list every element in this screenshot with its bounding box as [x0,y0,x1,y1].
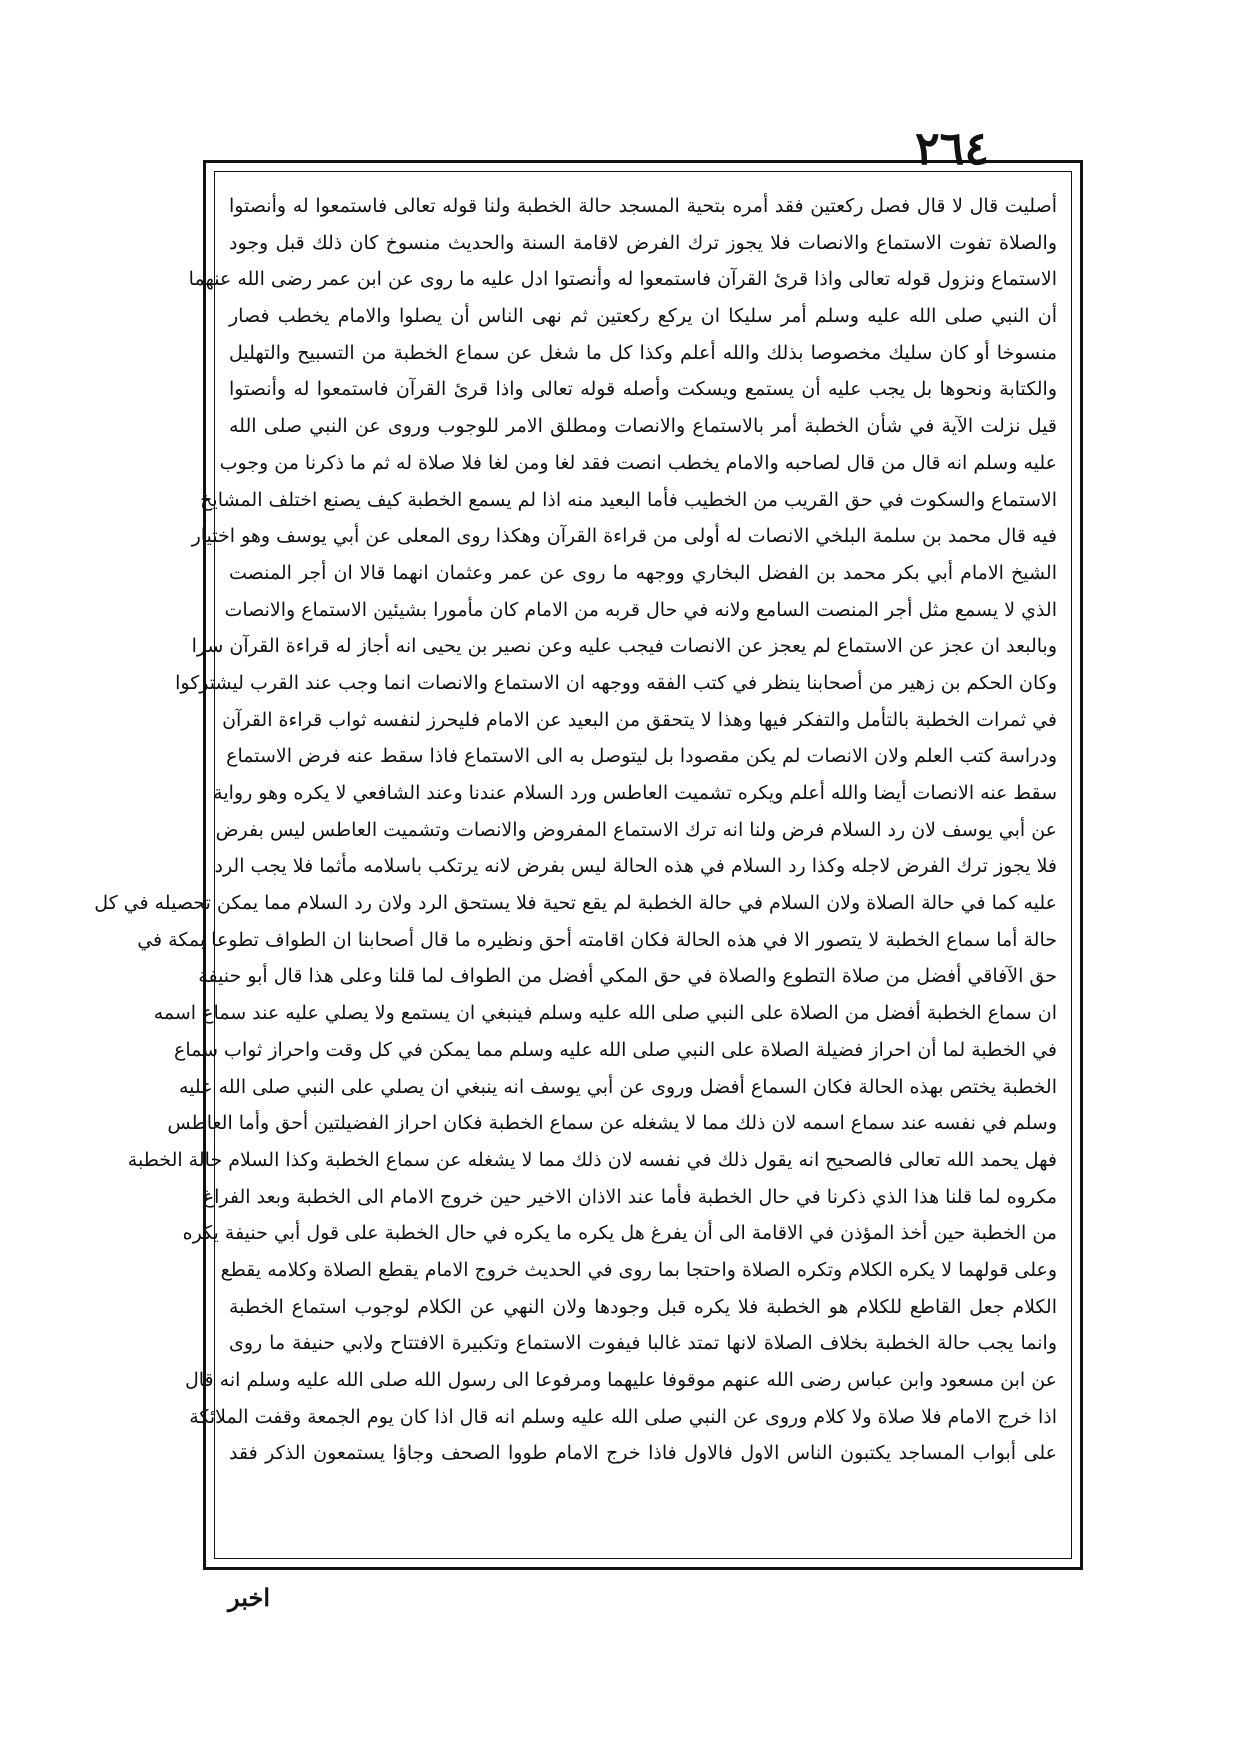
text-line: عن أبي يوسف لان رد السلام فرض ولنا انه ترك الاستماع المفروض والانصات وتشميت العاطس ليس بفرض [215,818,1057,841]
text-line: عليه كما في حالة الصلاة ولان السلام في حالة الخطبة لم يقع تحية فلا يستحق الرد ولان رد السلام مما يمكن تحصيله في كل [94,892,1057,915]
catchword: اخبر [228,1583,270,1612]
text-line: وبالبعد ان عجز عن الاستماع لم يعجز عن الانصات فيجب عليه وعن نصير بن يحيى انه أجاز له قراءة القرآن سرا [191,635,1057,658]
text-line: حالة أما سماع الخطبة لا يتصور الا في هذه الحالة فكان اقامته أحق ونظيره ما قال أصحابنا ان الطواف تطوعا بمكة في [137,928,1057,951]
page-frame-inner [94,171,1072,1559]
text-line: الاستماع ونزول قوله تعالى واذا قرئ القرآن فاستمعوا له وأنصتوا ادل عليه ما روى عن ابن عمر رضى الله عنهما [188,268,1057,291]
text-line: حق الآفاقي أفضل من صلاة التطوع والصلاة في حق المكي أفضل من الطواف لما قلنا وعلى هذا قال أبو حنيفة [198,965,1057,988]
text-line: على أبواب المساجد يكتبون الناس الاول فالاول فاذا خرج الامام طووا الصحف وجاؤا يستمعون الذكر فقد [229,1442,1057,1465]
text-line: اذا خرج الامام فلا صلاة ولا كلام وروى عن النبي صلى الله عليه وسلم انه قال اذا كان يوم الجمعة وقفت الملائكة [189,1405,1057,1428]
text-line: الكلام جعل القاطع للكلام هو الخطبة فلا يكره قبل وجودها ولان النهي عن الكلام لوجوب استماع الخطبة [229,1295,1057,1318]
text-line: وسلم في نفسه عند سماع اسمه لان ذلك مما لا يشغله عن سماع الخطبة فكان احراز الفضيلتين أحق وأما العاطس [167,1112,1057,1135]
text-line: وكان الحكم بن زهير من أصحابنا ينظر في كتب الفقه ووجهه ان الاستماع والانصات انما وجب عند القرب ليشتركوا [175,671,1057,694]
text-line: عن ابن مسعود وابن عباس رضى الله عنهم موقوفا عليهما ومرفوعا الى رسول الله صلى الله عليه وسلم انه قال [184,1369,1057,1391]
text-line: ودراسة كتب العلم ولان الانصات لم يكن مقصودا بل ليتوصل به الى الاستماع فاذا سقط عنه فرض الاستماع [226,745,1057,768]
text-line: الخطبة يختص بهذه الحالة فكان السماع أفضل وروى عن أبي يوسف انه ينبغي ان يصلي على النبي صلى الله عليه [178,1075,1057,1098]
text-line: أصليت قال لا قال فصل ركعتين فقد أمره بتحية المسجد حالة الخطبة ولنا قوله تعالى فاستمعوا له وأنصتوا [229,195,1057,217]
text-line: والكتابة ونحوها بل يجب عليه أن يستمع ويسكت وأصله قوله تعالى واذا قرئ القرآن فاستمعوا له وأنصتوا [229,378,1057,401]
text-line: ان سماع الخطبة أفضل من الصلاة على النبي صلى الله عليه وسلم فينبغي ان يستمع ولا يصلي عليه عند سماع اسمه [153,1002,1057,1025]
body-text [94,188,1057,1544]
text-line: منسوخا أو كان سليك مخصوصا بذلك والله أعلم وكذا كل ما شغل عن سماع الخطبة من التسبيح والتهليل [229,341,1057,364]
text-line: عليه وسلم انه قال من قال لصاحبه والامام يخطب انصت فقد لغا ومن لغا فلا صلاة له ثم ما ذكرنا من وجوب [219,451,1057,474]
text-line: وعلى قولهما لا يكره الكلام وتكره الصلاة واحتجا بما روى في الحديث خروج الامام يقطع الصلاة وكلامه يقطع [220,1258,1057,1281]
text-line: قيل نزلت الآية في شأن الخطبة أمر بالاستماع والانصات ومطلق الامر للوجوب وروى عن النبي صلى الله [229,415,1057,438]
text-line: فلا يجوز ترك الفرض لاجله وكذا رد السلام في هذه الحالة ليس بفرض لانه يرتكب باسلامه مأثما فلا يجب الرد [214,855,1057,878]
text-line: الاستماع والسكوت في حق القريب من الخطيب فأما البعيد منه اذا لم يسمع الخطبة كيف يصنع اختلف المشايخ [200,488,1057,511]
text-line: فيه قال محمد بن سلمة البلخي الانصات له أولى من قراءة القرآن وهكذا روى المعلى عن أبي يوسف وهو اختيار [191,525,1057,548]
page-frame-outer [94,160,1083,1570]
text-line: الذي لا يسمع مثل أجر المنصت السامع ولانه في حال قربه من الامام كان مأمورا بشيئين الاستماع والانصات [224,598,1057,621]
text-line: وانما يجب حالة الخطبة بخلاف الصلاة لانها تمتد غالبا فيفوت الاستماع وتكبيرة الافتتاح ولابي حنيفة ما روى [229,1332,1057,1355]
text-line: من الخطبة حين أخذ المؤذن في الاقامة الى أن يفرغ هل يكره ما يكره في حال الخطبة على قول أبي حنيفة يكره [182,1222,1057,1245]
text-line: أن النبي صلى الله عليه وسلم أمر سليكا ان يركع ركعتين ثم نهى الناس أن يصلوا والامام يخطب فصار [229,305,1057,328]
text-line: فهل يحمد الله تعالى فالصحيح انه يقول ذلك في نفسه لان ذلك مما لا يشغله عن سماع الخطبة وكذا السلام حالة الخطبة [127,1148,1057,1171]
text-line: سقط عنه الانصات أيضا والله أعلم ويكره تشميت العاطس ورد السلام عندنا وعند الشافعي لا يكره وهو رواية [213,782,1057,804]
text-line: في الخطبة لما أن احراز فضيلة الصلاة على النبي صلى الله عليه وسلم مما يمكن في كل وقت واحراز ثواب سماع [173,1038,1057,1061]
text-line: مكروه لما قلنا هذا الذي ذكرنا في حال الخطبة فأما عند الاذان الاخير حين خروج الامام الى الخطبة وبعد الفراغ [202,1185,1057,1208]
text-line: الشيخ الامام أبي بكر محمد بن الفضل البخاري ووجهه ما روى عن عمر وعثمان انهما قالا ان أجر المنصت [229,561,1057,584]
text-line: في ثمرات الخطبة بالتأمل والتفكر فيها وهذا لا يتحقق من البعيد عن الامام فليحرز لنفسه ثواب قراءة القرآن [222,708,1057,731]
page-number: ٢٦٤ [914,121,990,175]
text-line: والصلاة تفوت الاستماع والانصات فلا يجوز ترك الفرض لاقامة السنة والحديث منسوخ كان ذلك قبل وجود [229,231,1057,254]
